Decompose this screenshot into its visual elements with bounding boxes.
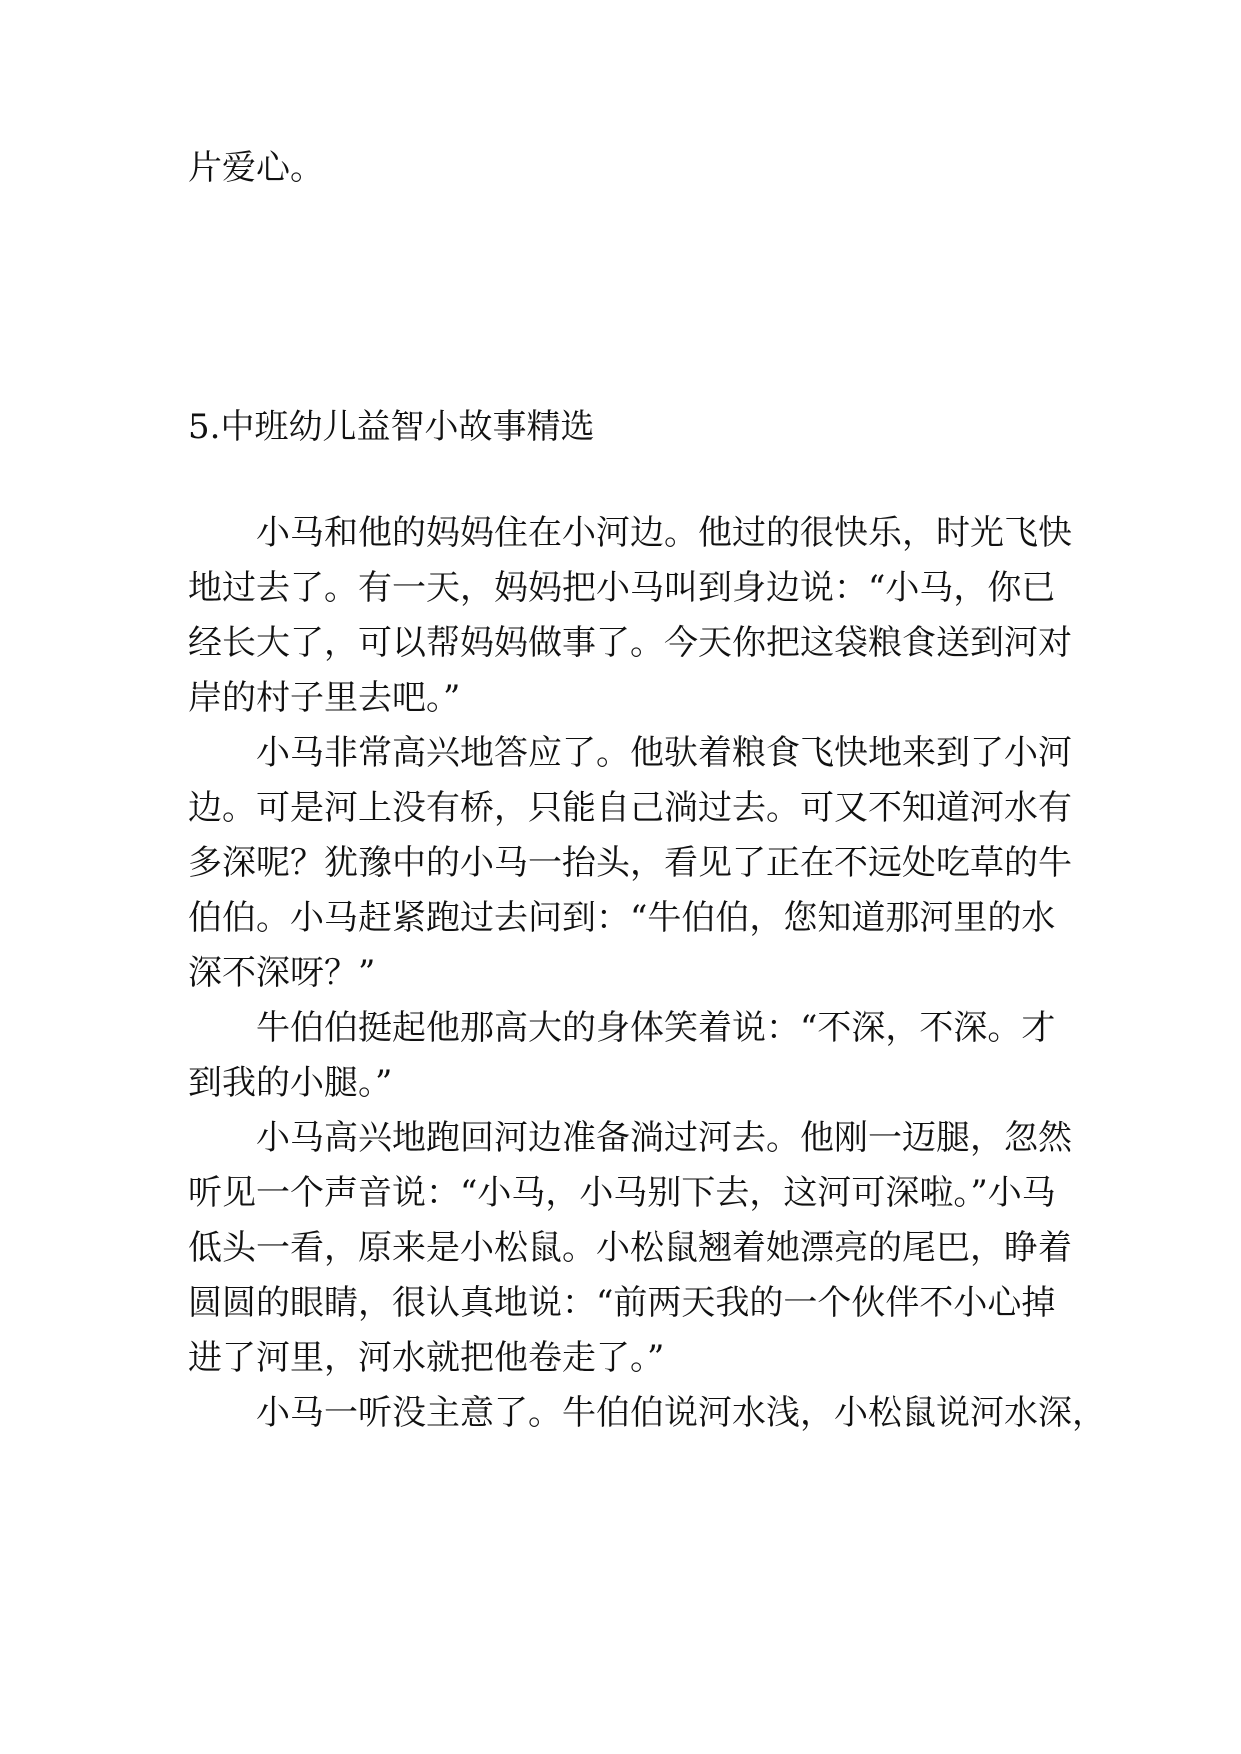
paragraph-line: 多深呢？犹豫中的小马一抬头，看见了正在不远处吃草的牛 [188, 843, 1072, 883]
paragraph-line: 小马非常高兴地答应了。他驮着粮食飞快地来到了小河 [256, 733, 1072, 773]
paragraph-line: 进了河里，河水就把他卷走了。” [188, 1338, 665, 1378]
paragraph-line: 经长大了，可以帮妈妈做事了。今天你把这袋粮食送到河对 [188, 623, 1072, 663]
paragraph-line: 小马和他的妈妈住在小河边。他过的很快乐，时光飞快 [256, 513, 1072, 553]
paragraph-line: 伯伯。小马赶紧跑过去问到：“牛伯伯，您知道那河里的水 [188, 898, 1056, 938]
paragraph-line: 小马一听没主意了。牛伯伯说河水浅，小松鼠说河水深， [256, 1393, 1106, 1433]
paragraph-line: 牛伯伯挺起他那高大的身体笑着说：“不深，不深。才 [256, 1008, 1056, 1048]
paragraph-line: 边。可是河上没有桥，只能自己淌过去。可又不知道河水有 [188, 788, 1072, 828]
paragraph-line: 到我的小腿。” [188, 1063, 393, 1103]
text-line: 片爱心。 [188, 148, 324, 188]
paragraph-line: 地过去了。有一天，妈妈把小马叫到身边说：“小马，你已 [188, 568, 1056, 608]
paragraph-line: 深不深呀？” [188, 953, 376, 993]
paragraph-line: 小马高兴地跑回河边准备淌过河去。他刚一迈腿，忽然 [256, 1118, 1072, 1158]
section-heading: 5.中班幼儿益智小故事精选 [188, 407, 595, 447]
paragraph-line: 圆圆的眼睛，很认真地说：“前两天我的一个伙伴不小心掉 [188, 1283, 1056, 1323]
paragraph-line: 低头一看，原来是小松鼠。小松鼠翘着她漂亮的尾巴，睁着 [188, 1228, 1072, 1268]
paragraph-line: 岸的村子里去吧。” [188, 678, 461, 718]
paragraph-line: 听见一个声音说：“小马，小马别下去，这河可深啦。”小马 [188, 1173, 1056, 1213]
